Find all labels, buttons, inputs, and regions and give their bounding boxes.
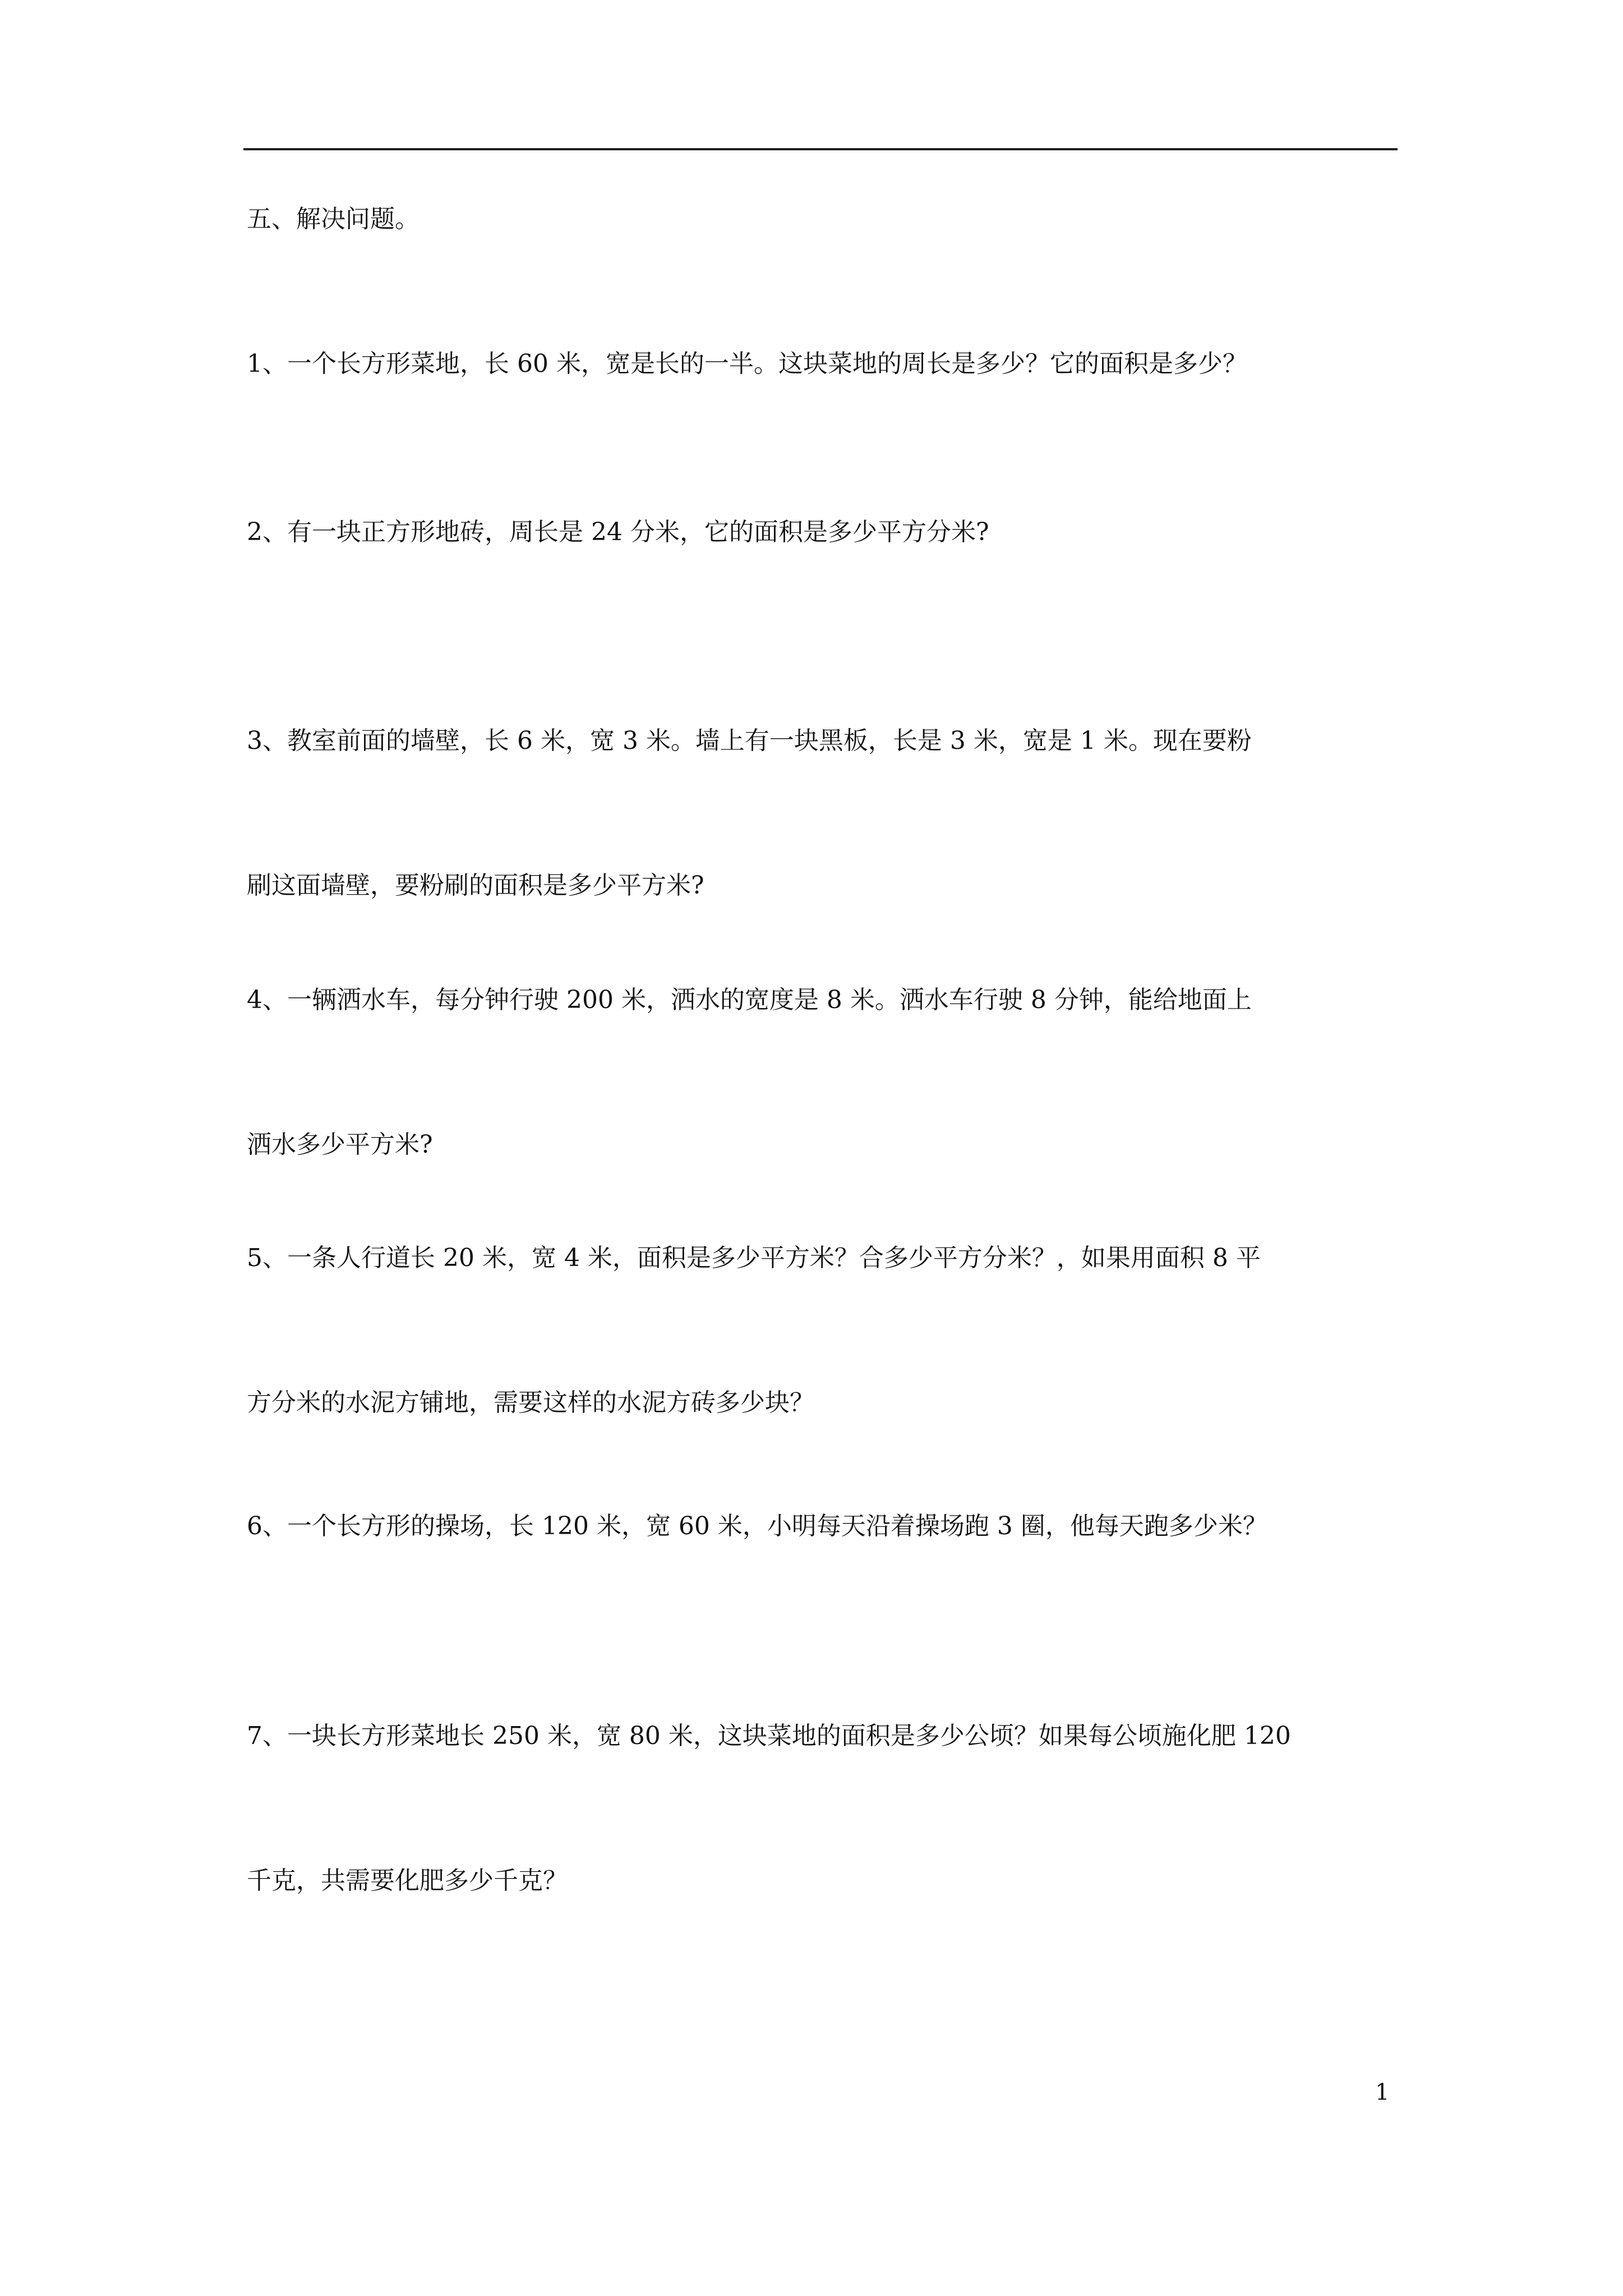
- question-4-line-2: 洒水多少平方米?: [247, 1130, 433, 1159]
- question-7: [247, 1616, 1396, 2001]
- question-4-line-1: 4、一辆洒水车，每分钟行驶 200 米，洒水的宽度是 8 米。洒水车行驶 8 分钟，能给地面上: [247, 986, 1252, 1014]
- header-rule: [243, 148, 1398, 150]
- question-5-line-1: 5、一条人行道长 20 米，宽 4 米，面积是多少平方米？合多少平方分米？，如果用面积 8 平: [247, 1244, 1261, 1272]
- section-title: 五、解决问题。: [247, 205, 419, 233]
- question-2: [247, 412, 1396, 653]
- question-2-line-1: 2、有一块正方形地砖，周长是 24 分米，它的面积是多少平方分米?: [247, 518, 989, 546]
- question-7-line-2: 千克，共需要化肥多少千克？: [247, 1866, 568, 1895]
- question-6-line-1: 6、一个长方形的操场，长 120 米，宽 60 米，小明每天沿着操场跑 3 圈，他每天跑多少米？: [247, 1512, 1267, 1540]
- page-number: 1: [1375, 2079, 1390, 2105]
- question-7-line-1: 7、一块长方形菜地长 250 米，宽 80 米，这块菜地的面积是多少公顷？如果每公顷施化肥 120: [247, 1722, 1291, 1750]
- question-3-line-1: 3、教室前面的墙壁，长 6 米，宽 3 米。墙上有一块黑板，长是 3 米，宽是 1 米。现在要粉: [247, 726, 1252, 755]
- question-1-line-1: 1、一个长方形菜地，长 60 米，宽是长的一半。这块菜地的周长是多少？它的面积是多少？: [247, 349, 1247, 378]
- worksheet-content: [247, 195, 1396, 1895]
- question-3-line-2: 刷这面墙壁，要粉刷的面积是多少平方米?: [247, 871, 704, 900]
- question-5-line-2: 方分米的水泥方铺地，需要这样的水泥方砖多少块？: [247, 1388, 814, 1417]
- question-6: [247, 1406, 1396, 1647]
